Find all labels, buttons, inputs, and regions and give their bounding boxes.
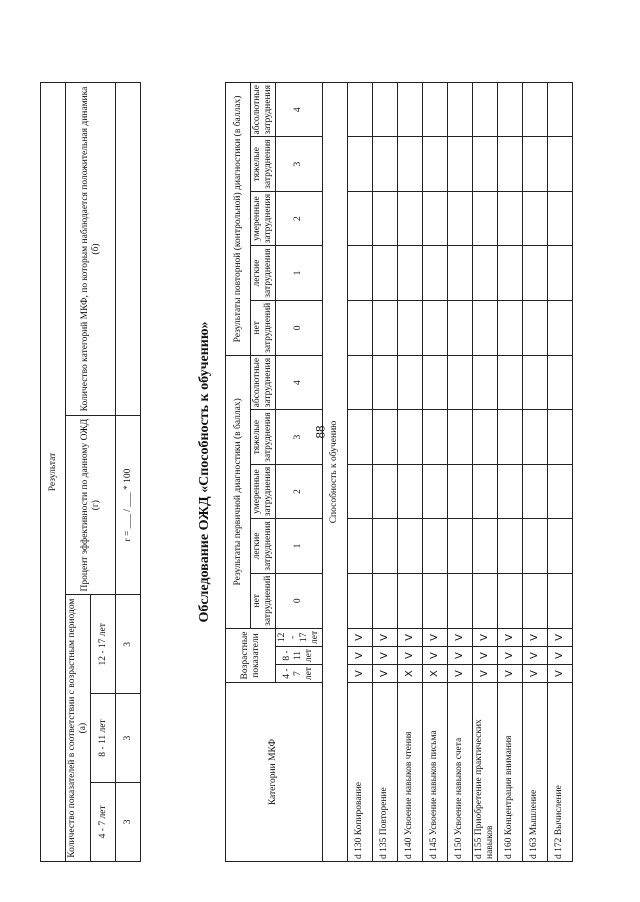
score-header: 0 — [276, 573, 323, 628]
score-header: 1 — [276, 519, 323, 573]
level-header: абсолютные затруднения — [251, 83, 276, 137]
score-cell — [447, 300, 472, 355]
age-mark-cell: V — [472, 646, 497, 664]
age-mark-cell: V — [447, 665, 472, 683]
score-cell — [347, 246, 372, 300]
score-cell — [497, 191, 522, 245]
score-cell — [472, 410, 497, 464]
score-cell — [497, 300, 522, 355]
category-cell: d 172 Вычисление — [547, 683, 572, 862]
score-cell — [347, 410, 372, 464]
age-mark-cell: V — [497, 628, 522, 646]
score-cell — [397, 410, 422, 464]
age-mark-cell: V — [447, 628, 472, 646]
level-header: легкие затруднения — [251, 246, 276, 300]
age-header: 4 - 7 лет — [91, 782, 116, 861]
age-header: 8 - 11 лет — [276, 646, 323, 664]
age-mark-cell: V — [347, 628, 372, 646]
score-cell — [547, 573, 572, 628]
score-cell — [397, 191, 422, 245]
page-number: 88 — [312, 425, 327, 439]
section-title: Обследование ОЖД «Способность к обучению» — [197, 321, 212, 623]
score-cell — [447, 573, 472, 628]
age-mark-cell: V — [522, 628, 547, 646]
score-cell — [497, 246, 522, 300]
score-cell — [422, 246, 447, 300]
score-cell — [397, 246, 422, 300]
score-cell — [547, 464, 572, 518]
age-mark-cell: V — [547, 628, 572, 646]
score-cell — [547, 137, 572, 191]
age-mark-cell: V — [372, 665, 397, 683]
score-cell — [472, 246, 497, 300]
table-row — [447, 83, 472, 862]
score-cell — [422, 300, 447, 355]
score-cell — [497, 573, 522, 628]
score-cell — [397, 137, 422, 191]
score-cell — [472, 300, 497, 355]
score-header: 4 — [276, 83, 323, 137]
category-cell: d 135 Повторение — [372, 683, 397, 862]
score-cell — [447, 464, 472, 518]
age-mark-cell: V — [497, 646, 522, 664]
score-cell — [397, 573, 422, 628]
table-row — [397, 83, 422, 862]
score-cell — [447, 191, 472, 245]
score-cell — [372, 83, 397, 137]
score-cell — [347, 191, 372, 245]
score-cell — [347, 464, 372, 518]
score-cell — [522, 410, 547, 464]
table-row — [547, 83, 572, 862]
score-cell — [522, 246, 547, 300]
level-header: абсолютные затруднения — [251, 355, 276, 409]
age-mark-cell: V — [547, 646, 572, 664]
score-cell — [347, 573, 372, 628]
age-mark-cell: V — [472, 665, 497, 683]
score-cell — [472, 83, 497, 137]
age-header: 12 - 17 лет — [91, 595, 116, 694]
count-cell: 3 — [116, 595, 141, 694]
age-mark-cell: V — [422, 646, 447, 664]
score-cell — [497, 83, 522, 137]
score-cell — [372, 300, 397, 355]
score-cell — [372, 464, 397, 518]
score-cell — [447, 246, 472, 300]
score-cell — [422, 519, 447, 573]
table-row — [472, 83, 497, 862]
age-mark-cell: V — [472, 628, 497, 646]
score-cell — [372, 191, 397, 245]
score-cell — [397, 464, 422, 518]
score-cell — [347, 355, 372, 409]
age-mark-cell: V — [522, 665, 547, 683]
score-cell — [522, 83, 547, 137]
score-cell — [472, 191, 497, 245]
score-cell — [422, 464, 447, 518]
table-row — [422, 83, 447, 862]
table-row — [497, 83, 522, 862]
score-cell — [547, 191, 572, 245]
category-cell: d 160 Концентрация внимания — [497, 683, 522, 862]
score-cell — [447, 519, 472, 573]
score-cell — [372, 410, 397, 464]
score-cell — [447, 83, 472, 137]
category-cell: d 163 Мышление — [522, 683, 547, 862]
score-header: 0 — [276, 300, 323, 355]
age-mark-cell: V — [347, 665, 372, 683]
score-header: 2 — [276, 464, 323, 518]
formula-cell: r = ___ / ___ * 100 — [116, 415, 141, 594]
score-cell — [522, 355, 547, 409]
score-cell — [497, 410, 522, 464]
age-header: 12 - 17 лет — [276, 628, 323, 646]
score-cell — [472, 573, 497, 628]
level-header: тяжелые затруднения — [251, 410, 276, 464]
category-cell: d 130 Копирование — [347, 683, 372, 862]
score-cell — [472, 355, 497, 409]
group-label: Способность к обучению — [322, 83, 347, 862]
score-cell — [522, 573, 547, 628]
score-cell — [372, 137, 397, 191]
age-mark-cell: V — [497, 665, 522, 683]
score-cell — [397, 83, 422, 137]
efficiency-header: Процент эффективности по данному ОЖД (г) — [66, 415, 116, 594]
category-cell: d 145 Усвоение навыков письма — [422, 683, 447, 862]
level-header: тяжелые затруднения — [251, 137, 276, 191]
score-cell — [472, 137, 497, 191]
score-cell — [522, 519, 547, 573]
age-mark-cell: V — [372, 628, 397, 646]
dynamics-cell — [116, 83, 141, 416]
survey-table — [225, 82, 573, 862]
table-row — [522, 83, 547, 862]
age-mark-cell: X — [397, 665, 422, 683]
score-cell — [447, 410, 472, 464]
score-cell — [547, 246, 572, 300]
score-cell — [422, 573, 447, 628]
age-mark-cell: V — [422, 628, 447, 646]
repeat-header: Результаты повторной (контрольной) диагностики (в баллах) — [226, 83, 251, 356]
result-title: Результат — [41, 83, 66, 862]
level-header: умеренные затруднения — [251, 191, 276, 245]
primary-header: Результаты первичной диагностики (в баллах) — [226, 355, 251, 628]
score-cell — [522, 137, 547, 191]
score-cell — [422, 191, 447, 245]
score-cell — [347, 300, 372, 355]
score-cell — [497, 519, 522, 573]
score-header: 4 — [276, 355, 323, 409]
category-header: Категории МКФ — [226, 683, 323, 862]
age-mark-cell: V — [347, 646, 372, 664]
score-cell — [397, 355, 422, 409]
score-cell — [372, 519, 397, 573]
score-cell — [497, 464, 522, 518]
age-mark-cell: V — [397, 646, 422, 664]
score-cell — [372, 246, 397, 300]
level-header: легкие затруднения — [251, 519, 276, 573]
score-cell — [422, 83, 447, 137]
score-cell — [497, 355, 522, 409]
score-cell — [522, 300, 547, 355]
result-table — [40, 82, 141, 862]
age-header: 4 - 7 лет — [276, 665, 323, 683]
score-cell — [372, 355, 397, 409]
count-cell: 3 — [116, 782, 141, 861]
rotated-page-content — [40, 42, 620, 862]
level-header: нет затруднений — [251, 300, 276, 355]
age-header: 8 - 11 лет — [91, 694, 116, 782]
age-mark-cell: V — [547, 665, 572, 683]
score-cell — [447, 137, 472, 191]
score-cell — [422, 355, 447, 409]
category-cell: d 155 Приобретение практических навыков — [472, 683, 497, 862]
score-header: 2 — [276, 191, 323, 245]
age-mark-cell: V — [447, 646, 472, 664]
score-header: 1 — [276, 246, 323, 300]
score-cell — [397, 300, 422, 355]
score-cell — [347, 83, 372, 137]
category-cell: d 150 Усвоение навыков счета — [447, 683, 472, 862]
score-cell — [522, 464, 547, 518]
age-mark-cell: V — [522, 646, 547, 664]
score-cell — [522, 191, 547, 245]
score-cell — [547, 300, 572, 355]
age-group-header: Возрастные показатели — [226, 628, 276, 682]
score-cell — [372, 573, 397, 628]
score-cell — [497, 137, 522, 191]
score-header: 3 — [276, 410, 323, 464]
count-header: Количество показателей в соответствии с возрастным периодом (а) — [66, 595, 91, 862]
age-mark-cell: V — [397, 628, 422, 646]
score-cell — [547, 355, 572, 409]
table-row — [347, 83, 372, 862]
score-cell — [422, 137, 447, 191]
score-cell — [547, 83, 572, 137]
score-cell — [397, 519, 422, 573]
score-cell — [347, 137, 372, 191]
score-cell — [547, 410, 572, 464]
score-cell — [447, 355, 472, 409]
score-cell — [472, 464, 497, 518]
age-mark-cell: V — [372, 646, 397, 664]
score-cell — [422, 410, 447, 464]
count-cell: 3 — [116, 694, 141, 782]
level-header: нет затруднений — [251, 573, 276, 628]
category-cell: d 140 Усвоение навыков чтения — [397, 683, 422, 862]
score-cell — [347, 519, 372, 573]
score-cell — [472, 519, 497, 573]
score-header: 3 — [276, 137, 323, 191]
age-mark-cell: X — [422, 665, 447, 683]
table-row — [372, 83, 397, 862]
level-header: умеренные затруднения — [251, 464, 276, 518]
dynamics-header: Количество категорий МКФ, по которым наблюдается положительная динамика (б) — [66, 83, 116, 416]
score-cell — [547, 519, 572, 573]
